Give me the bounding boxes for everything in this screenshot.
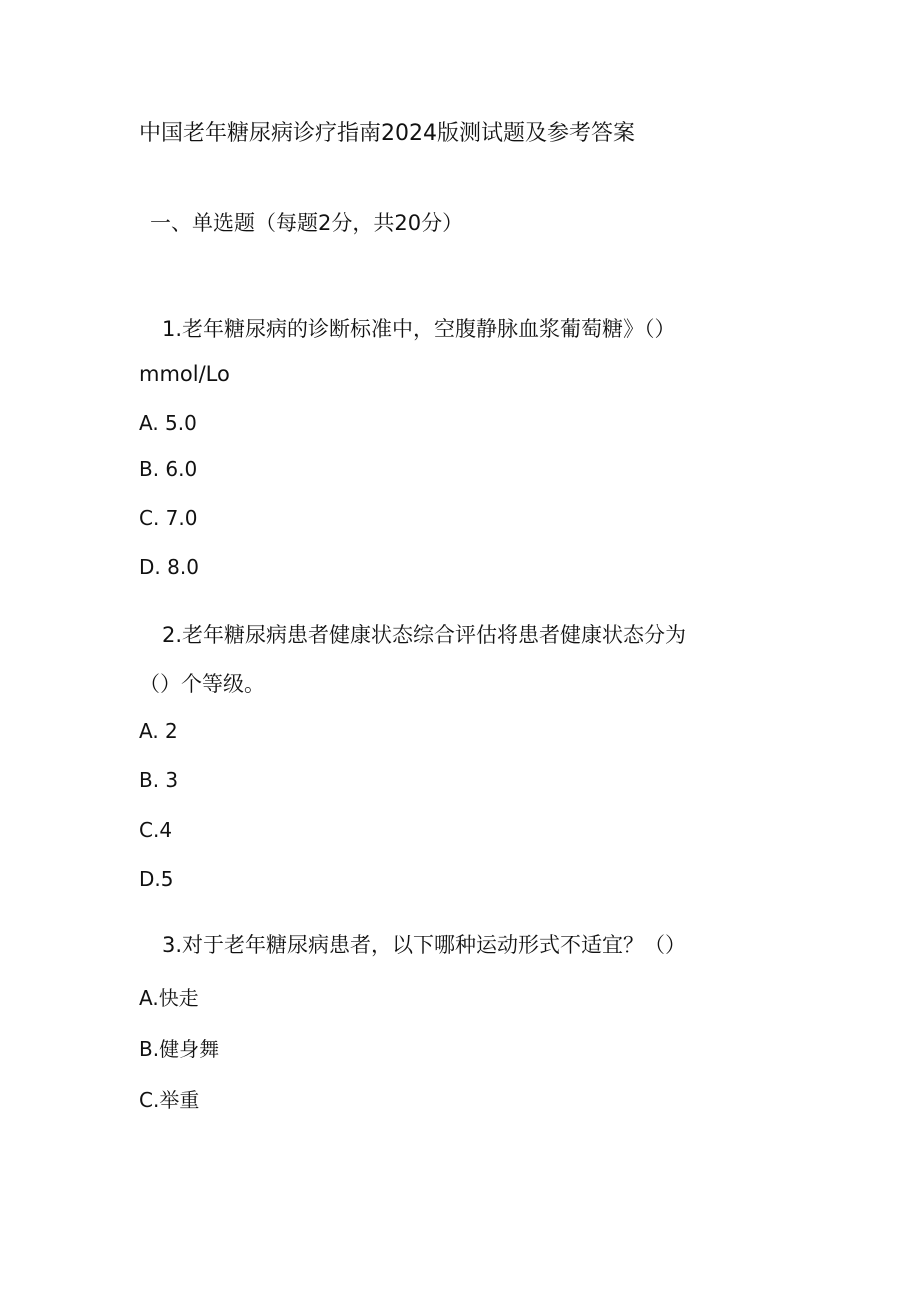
question-1-stem-line1: 1.老年糖尿病的诊断标准中，空腹静脉血浆葡萄糖》（） bbox=[162, 317, 676, 341]
section-heading: 一、单选题（每题2分，共20分） bbox=[150, 211, 464, 235]
question-3-option-c: C.举重 bbox=[139, 1088, 200, 1112]
question-2-stem-line2: （）个等级。 bbox=[139, 672, 265, 696]
question-2-option-d: D.5 bbox=[139, 867, 174, 891]
question-1-option-d: D. 8.0 bbox=[139, 555, 199, 579]
question-3-stem-line1: 3.对于老年糖尿病患者，以下哪种运动形式不适宜？（） bbox=[162, 933, 687, 957]
question-1-stem-line2: mmol/Lo bbox=[139, 362, 230, 386]
question-3-option-b: B.健身舞 bbox=[139, 1037, 220, 1061]
question-2-stem-line1: 2.老年糖尿病患者健康状态综合评估将患者健康状态分为 bbox=[162, 623, 687, 647]
document-title: 中国老年糖尿病诊疗指南2024版测试题及参考答案 bbox=[139, 121, 635, 146]
question-2-option-a: A. 2 bbox=[139, 719, 178, 743]
question-1-option-a: A. 5.0 bbox=[139, 411, 197, 435]
question-1-option-b: B. 6.0 bbox=[139, 457, 198, 481]
question-2-option-c: C.4 bbox=[139, 818, 173, 842]
question-2-option-b: B. 3 bbox=[139, 768, 179, 792]
question-3-option-a: A.快走 bbox=[139, 986, 199, 1010]
question-1-option-c: C. 7.0 bbox=[139, 506, 198, 530]
